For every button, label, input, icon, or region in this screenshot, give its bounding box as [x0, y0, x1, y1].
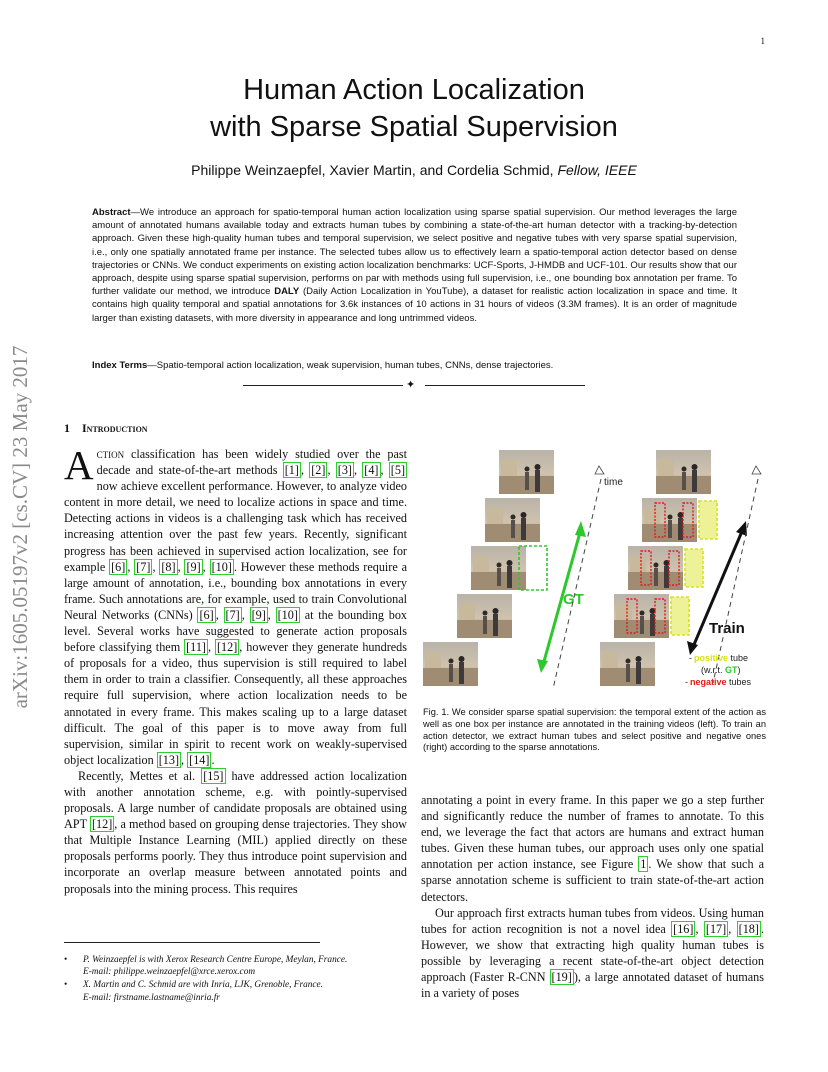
text-run: ), a large annotated dataset of humans in a variety of poses [421, 970, 764, 1001]
legend-dash: - [685, 677, 688, 687]
train-arrowhead-up-icon [736, 521, 747, 536]
dropcap-continuation: ction [96, 447, 125, 461]
author-list [0, 162, 828, 178]
citation-link[interactable]: [7] [225, 607, 240, 622]
section-heading [64, 421, 148, 436]
time-arrow-icon [595, 466, 604, 474]
right-column [421, 792, 764, 1001]
footnote-item [64, 954, 407, 978]
abstract-text-2: (Daily Action Localization in YouTube), a dataset for realistic action localization in space and time. It contains high quality temporal and spatial annotations for 3.6k instances of 10 actions in 31 hours of videos (3.3M frames). It is an order of magnitude larger than existing datasets, with more diversity in appearance and long untrimmed videos. [92, 286, 737, 324]
gt-arrowhead-up-icon [575, 521, 586, 537]
text-run: , however they generate hundreds of proposals for a video, thus supervision is still required to label them in order to train a classifier. Consequently, all these approaches require full supervision, where action localization needs to be annotated in every frame. This makes scaling up to a large dataset difficult. The goal of this paper is to move away from full supervision, similar in spirit to recent work on weakly-supervised object localization [64, 640, 408, 767]
citation-link[interactable]: [7] [136, 559, 151, 574]
arxiv-stamp: arXiv:1605.05197v2 [cs.CV] 23 May 2017 [8, 345, 32, 709]
legend-wrt [701, 665, 741, 675]
footnote-line: X. Martin and C. Schmid are with Inria, LJK, Grenoble, France. [83, 980, 323, 991]
time-axis [553, 479, 601, 689]
title-line-2: with Sparse Spatial Supervision [210, 111, 618, 143]
legend-dash: - [689, 653, 692, 663]
abstract-text: —We introduce an approach for spatio-temporal human action localization using sparse spatial supervision. Our method leverages the large amount of annotated humans available today and extracts human tubes by combining a state-of-the-art human detector with a tracking-by-detection approach. Given these high-quality human tubes and temporal supervision, we select positive and negative tubes with very sparse spatial supervision, i.e., only one spatially annotated frame per instance. The selected tubes allow us to effectively learn a spatio-temporal action detector based on dense trajectories or CNNs. We conduct experiments on existing action localization benchmarks: UCF-Sports, J-HMDB and UCF-101. Our results show that our approach, despite using sparse spatial supervision, performs on par with methods using full supervision, i.e., one bounding box annotation per frame. To further validate our method, we introduce [92, 207, 737, 298]
section-title: Introduction [82, 421, 148, 435]
video-frame [628, 546, 683, 590]
page-number: 1 [760, 36, 765, 46]
citation-link[interactable]: [9] [186, 559, 201, 574]
video-frame [642, 498, 697, 542]
legend-negative-word: negative [690, 677, 727, 687]
footnote-email: E-mail: firstname.lastname@inria.fr [83, 992, 220, 1003]
citation-link[interactable]: [14] [189, 752, 210, 767]
video-frame [499, 450, 554, 494]
text-run: . However these methods require a large amount of annotation, i.e., bounding box annotations in every frame. Such annotations are, for example, used to train Convolutional Neural Networks (CNNs) [64, 559, 408, 622]
citation-link[interactable]: [12] [91, 817, 113, 832]
intro-paragraph-1: Action classification has been widely studied over the past decade and state-of-the-art methods [1] , [2] , [3] , [4] , [5] now achieve excellent performance. However, to analyze video content in more detail, we need to localize actions in space and time. Detecting actions in videos is a challenging task which has received increasing attention over the past few years. Recently, significant progress has been achieved in supervised action localization, see for example [6] , [7] , [8] , [9] , [10] . However these methods require a large amount of annotation, i.e., bounding box annotations in every frame. Such annotations are, for example, used to train Convolutional Neural Networks (CNNs) [6] , [7] , [9] , [10] at the bounding box level. Several works have suggested to generate action proposals before classifying them [11] , [12] , however they generate hundreds of proposals for a video, thus supervision is still required to label them in order to train a classifier. Consequently, all these approaches require full supervision, where action localization needs to be annotated in every frame. This makes scaling up to a large dataset difficult. The goal of this paper is to move away from full supervision, similar in spirit to recent work on weakly-supervised object localization [13] , [14] . [64, 442, 408, 767]
text-run: have addressed action localization with another annotation scheme, e.g. with pointly-supervised proposals. A large number of candidate proposals are obtained using APT [64, 768, 407, 832]
paper-title [0, 72, 828, 146]
time-arrow-right-icon [752, 466, 761, 474]
separator-diamond-icon: ✦ [406, 379, 416, 391]
video-frame [457, 594, 512, 638]
section-separator [243, 379, 585, 391]
citation-link[interactable]: [9] [251, 607, 266, 622]
citation-link[interactable]: [4] [364, 463, 379, 478]
footnote-email: E-mail: philippe.weinzaepfel@xrce.xerox.com [83, 967, 256, 978]
text-run: . [211, 752, 215, 767]
citation-link[interactable]: [13] [158, 752, 180, 767]
time-label: time [604, 477, 623, 488]
text-run: at the bounding box level. Several works have suggested to generate action proposals before classifying them [64, 607, 408, 655]
bullet-icon: • [64, 955, 68, 965]
left-column [64, 442, 408, 897]
drop-cap: A [64, 442, 94, 488]
text-run: classification has been widely studied over the past decade and state-of-the-art methods [96, 447, 407, 478]
video-frame [423, 642, 478, 686]
index-terms-label: Index Terms [92, 360, 148, 371]
text-run: . We show that such a sparse annotation scheme is sufficient to train state-of-the-art action detectors. [421, 857, 764, 904]
section-number: 1 [64, 421, 70, 435]
gt-arrowhead-down-icon [537, 659, 548, 673]
citation-link[interactable]: [12] [216, 640, 238, 655]
title-line-1: Human Action Localization [243, 74, 585, 106]
separator-rule-right [425, 385, 585, 386]
footnotes [64, 954, 407, 1005]
figure-ref-link[interactable]: 1 [640, 857, 647, 872]
separator-rule-left [243, 385, 403, 386]
right-paragraph-1 [421, 792, 764, 905]
author-suffix: Fellow, IEEE [557, 162, 637, 178]
intro-paragraph-2 [64, 768, 407, 897]
text-run: Our approach first extracts human tubes from videos. Using human tubes for action recognition is not a novel idea [421, 905, 764, 936]
citation-link[interactable]: [8] [161, 559, 176, 574]
text-run: now achieve excellent performance. However, to analyze video content in more detail, we need to localize actions in space and time. Detecting actions in videos is a challenging task which has received increasing attention over the past few years. Recently, significant progress has been achieved in supervised action localization, see for example [64, 479, 407, 574]
train-label: Train [709, 620, 745, 637]
citation-link[interactable]: [16] [673, 921, 694, 936]
video-frame [614, 594, 669, 638]
text-run: . However, we show that extracting high quality human tubes is possible by leveraging a recent state-of-the-art object detection approach (Faster R-CNN [421, 921, 765, 985]
video-frame [471, 546, 526, 590]
figure-1 [423, 447, 766, 692]
abstract [92, 206, 737, 325]
video-frame [485, 498, 540, 542]
gt-label: GT [563, 591, 584, 608]
figure-caption: Fig. 1. We consider sparse spatial supervision: the temporal extent of the action as well as one box per instance are annotated in the training videos (left). To train an action detector, we extract human tubes and select positive and negative ones (right) according to the sparse annotations. [423, 707, 766, 753]
authors-names: Philippe Weinzaepfel, Xavier Martin, and Cordelia Schmid, [191, 162, 554, 178]
legend-wrt-open: (w.r.t. [701, 665, 726, 675]
legend-negative-rest: tubes [726, 677, 752, 687]
legend-wrt-close: ) [737, 665, 741, 675]
footnote-item [64, 979, 407, 1003]
right-paragraph-2: Our approach first extracts human tubes from videos. Using human tubes for action recognition is not a novel idea [16] , [17] , [18] . However, we show that extracting high quality human tubes is possible by leveraging a recent state-of-the-art object detection approach (Faster R-CNN [19] ), a large annotated dataset of humans in a variety of poses [421, 905, 765, 1001]
footnote-rule [64, 942, 320, 943]
citation-link[interactable]: [1] [284, 463, 299, 478]
citation-link[interactable]: [15] [203, 768, 224, 783]
video-frame [600, 642, 655, 686]
text-run: annotating a point in every frame. In this paper we go a step further and significantly reduce the number of frames to annotate. To this end, we leverage the fact that actors are humans and extract human tubes. Given these human tubes, our approach uses only one spatial annotation per action instance, see Figure [421, 793, 764, 872]
citation-link[interactable]: [17] [705, 921, 727, 936]
citation-link[interactable]: [10] [211, 559, 232, 574]
citation-link[interactable]: [10] [277, 607, 298, 622]
index-terms [92, 360, 737, 371]
text-run: , a method based on grouping dense trajectories. They show that Multiple Instance Learning (MIL) applied directly on these proposals performs poorly. They thus introduce point supervision and incorporate an overlap measure between annotated points and proposals into the mining process. This requires [64, 817, 407, 896]
citation-link[interactable]: [6] [111, 559, 126, 574]
citation-link[interactable]: [11] [186, 640, 206, 655]
legend-positive [689, 653, 748, 663]
legend-gt: GT [725, 665, 738, 675]
citation-link[interactable]: [3] [337, 463, 352, 478]
video-frame [656, 450, 711, 494]
abstract-daly: DALY [274, 286, 300, 298]
bullet-icon: • [64, 980, 68, 991]
citation-link[interactable]: [2] [311, 463, 326, 478]
citation-link[interactable]: [5] [390, 463, 406, 478]
citation-link[interactable]: [18] [738, 921, 759, 936]
legend-positive-rest: tube [728, 653, 749, 663]
citation-link[interactable]: [19] [551, 970, 572, 985]
abstract-label: Abstract [92, 207, 131, 218]
footnote-line: P. Weinzaepfel is with Xerox Research Centre Europe, Meylan, France. [83, 955, 348, 965]
legend-negative [685, 677, 752, 687]
citation-link[interactable]: [6] [199, 607, 214, 622]
index-terms-text: —Spatio-temporal action localization, weak supervision, human tubes, CNNs, dense trajectories. [147, 360, 554, 371]
text-run: Recently, Mettes et al. [78, 768, 202, 783]
legend-positive-word: positive [694, 653, 729, 663]
